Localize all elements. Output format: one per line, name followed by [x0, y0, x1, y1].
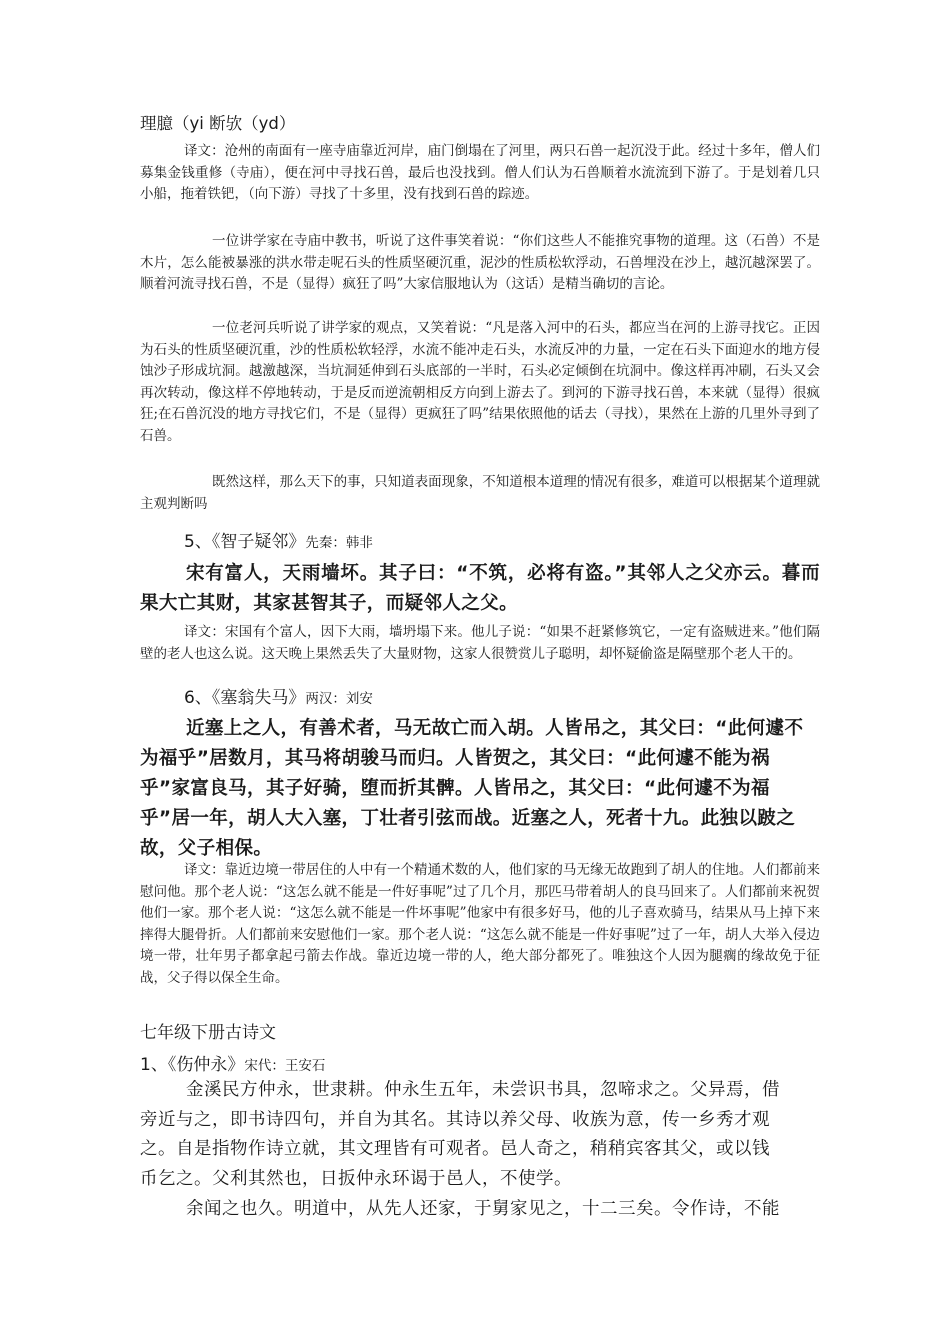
g7-sec1-title: 《伤仲永》	[167, 1055, 245, 1075]
g7-sec1-p1-line: 金溪民方仲永，世隶耕。仲永生五年，未尝识书具，忽啼求之。父异焉，借	[186, 1080, 780, 1100]
g7-sec1-p1-line: 之。自是指物作诗立就，其文理皆有可观者。邑人奇之，稍稍宾客其父，或以钱	[140, 1139, 770, 1159]
sec5-translation: 译文：宋国有个富人，因下大雨，墙坍塌下来。他儿子说：“如果不赶紧修筑它，一定有盗贼进来。”他们隔壁的老人也这么说。这天晚上果然丢失了大量财物，这家人很赞赏儿子聪明，却怀疑偷盗是隔壁那个老人干的。	[140, 624, 820, 662]
sec6-heading	[140, 686, 820, 711]
top-heading: 理臆（yi 断欤（yd）	[140, 114, 296, 133]
sec6-number: 6、	[184, 688, 212, 708]
sec4-translation-p2: 一位讲学家在寺庙中教书，听说了这件事笑着说：“你们这些人不能推究事物的道理。这（石兽）不是木片，怎么能被暴涨的洪水带走呢石头的性质坚硬沉重，泥沙的性质松软浮动，石兽埋没在沙上，越沉越深罢了。顺着河流寻找石兽，不是（显得）疯狂了吗”大家信服地认为（这话）是精当确切的言论。	[140, 233, 820, 293]
g7-sec1-p1-line: 旁近与之，即书诗四句，并自为其名。其诗以养父母、收族为意，传一乡秀才观	[140, 1109, 770, 1130]
sec6-original-line: 乎”居一年，胡人大入塞，丁壮者引弦而战。近塞之人，死者十九。此独以跛之	[140, 808, 796, 829]
sec6-source: 两汉：刘安	[305, 691, 373, 707]
sec5-heading	[140, 530, 820, 555]
g7-sec1-p1	[140, 1076, 820, 1194]
sec5-source: 先秦：韩非	[305, 535, 373, 551]
sec5-original: 宋有富人，天雨墙坏。其子曰：“不筑，必将有盗。”其邻人之父亦云。暮而果大亡其财，其家甚智其子，而疑邻人之父。	[140, 563, 820, 614]
sec4-translation-p4: 既然这样，那么天下的事，只知道表面现象，不知道根本道理的情况有很多，难道可以根据某个道理就主观判断吗	[140, 474, 820, 512]
g7-sec1-number: 1、	[140, 1055, 168, 1075]
g7-sec1-heading	[140, 1053, 820, 1078]
sec4-translation-p3: 一位老河兵听说了讲学家的观点，又笑着说：“凡是落入河中的石头，都应当在河的上游寻找它。正因为石头的性质坚硬沉重，沙的性质松软轻浮，水流不能冲走石头，水流反冲的力量，一定在石头下面迎水的地方侵蚀沙子形成坑洞。越激越深，当坑洞延伸到石头底部的一半时，石头必定倾倒在坑洞中。像这样再冲刷，石头又会再次转动，像这样不停地转动，于是反而逆流朝相反方向到上游去了。到河的下游寻找石兽，本来就（显得）很疯狂;在石兽沉没的地方寻找它们，不是（显得）更疯狂了吗”结果依照他的话去（寻找），果然在上游的几里外寻到了石兽。	[140, 320, 820, 444]
sec4-translation-p1: 译文：沧州的南面有一座寺庙靠近河岸，庙门倒塌在了河里，两只石兽一起沉没于此。经过十多年，僧人们募集金钱重修（寺庙），便在河中寻找石兽，最后也没找到。僧人们认为石兽顺着水流流到下游了。于是划着几只小船，拖着铁钯，（向下游）寻找了十多里，没有找到石兽的踪迹。	[140, 143, 820, 203]
part-heading: 七年级下册古诗文	[140, 1023, 276, 1043]
g7-sec1-p2: 余闻之也久。明道中，从先人还家，于舅家见之，十二三矣。令作诗，不能	[186, 1199, 780, 1219]
sec6-translation: 译文：靠近边境一带居住的人中有一个精通术数的人，他们家的马无缘无故跑到了胡人的住地。人们都前来慰问他。那个老人说：“这怎么就不能是一件好事呢”过了几个月，那匹马带着胡人的良马回来了。人们都前来祝贺他们一家。那个老人说：“这怎么就不能是一件坏事呢”他家中有很多好马，他的儿子喜欢骑马，结果从马上掉下来摔得大腿骨折。人们都前来安慰他们一家。那个老人说：“这怎么就不能是一件好事呢”过了一年，胡人大举入侵边境一带，壮年男子都拿起弓箭去作战。靠近边境一带的人，绝大部分都死了。唯独这个人因为腿瘸的缘故免于征战，父子得以保全生命。	[140, 862, 820, 986]
sec6-original-line: 近塞上之人，有善术者，马无故亡而入胡。人皆吊之，其父曰：“此何遽不	[186, 718, 804, 739]
g7-sec1-source: 宋代：王安石	[244, 1058, 326, 1074]
g7-sec1-p1-line: 币乞之。父利其然也，日扳仲永环谒于邑人，不使学。	[140, 1168, 572, 1189]
sec5-title: 《智子疑邻》	[211, 532, 306, 552]
sec6-original-line: 故，父子相保。	[140, 838, 273, 859]
sec6-original-line: 为福乎”居数月，其马将胡骏马而归。人皆贺之，其父曰：“此何遽不能为祸	[140, 748, 770, 769]
sec6-original-line: 乎”家富良马，其子好骑，堕而折其髀。人皆吊之，其父曰：“此何遽不为福	[140, 778, 770, 799]
sec5-number: 5、	[184, 532, 212, 552]
sec6-original	[140, 714, 820, 864]
sec6-title: 《塞翁失马》	[211, 688, 306, 708]
